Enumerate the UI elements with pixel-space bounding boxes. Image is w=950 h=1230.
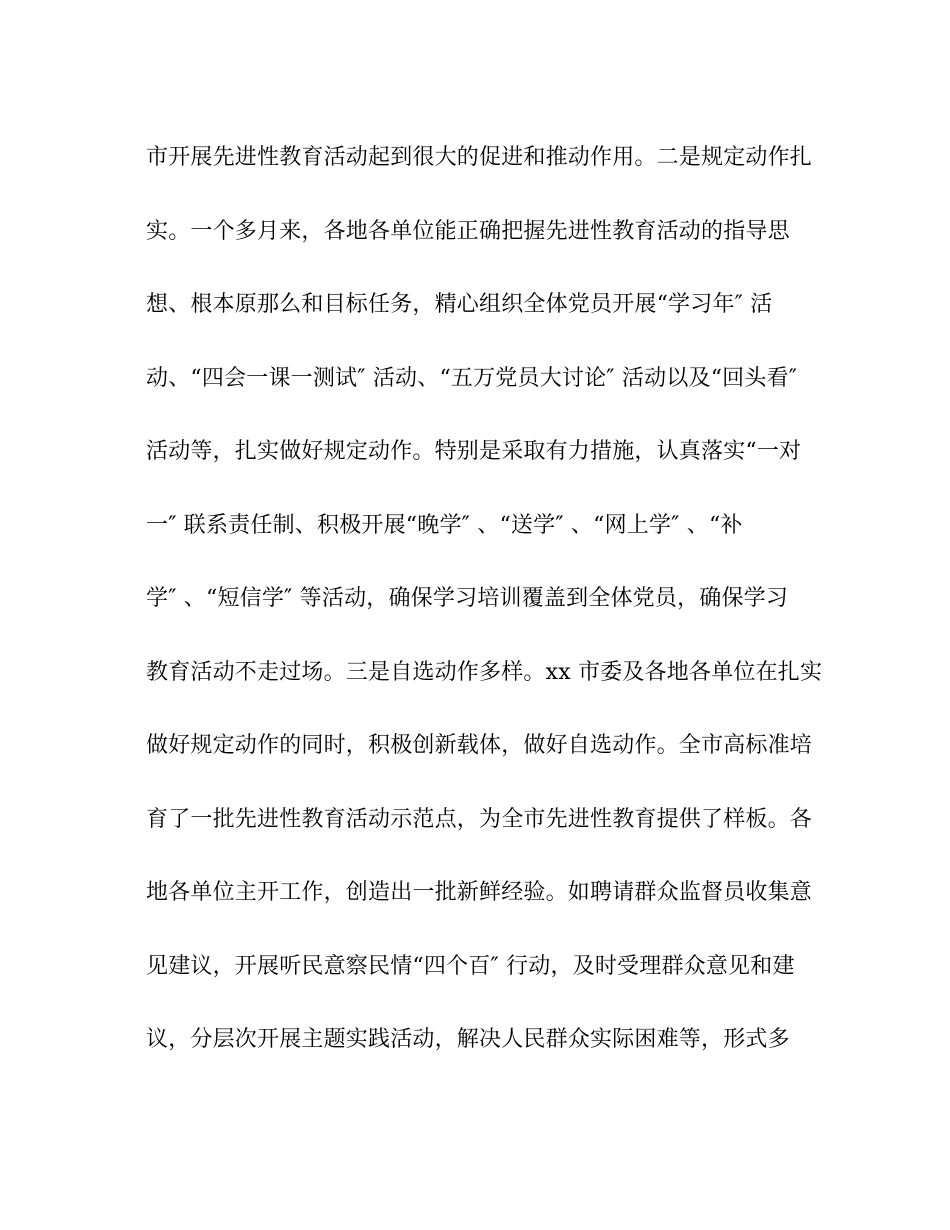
text-line: 见建议，开展听民意察民情“四个百″ 行动，及时受理群众意见和建 xyxy=(146,953,795,979)
text-line: 想、根本原那么和目标任务，精心组织全体党员开展“学习年″ 活 xyxy=(146,292,773,317)
text-line: 议，分层次开展主题实践活动，解决人民群众实际困难等，形式多 xyxy=(146,1027,790,1052)
text-line: 地各单位主开工作，创造出一批新鲜经验。如聘请群众监督员收集意 xyxy=(146,880,813,905)
text-line: 做好规定动作的同时，积极创新载体，做好自选动作。全市高标准培 xyxy=(146,733,813,758)
text-line: 教育活动不走过场。三是自选动作多样。xx 市委及各地各单位在扎实 xyxy=(146,659,823,685)
text-line: 市开展先进性教育活动起到很大的促进和推动作用。二是规定动作扎 xyxy=(146,145,813,170)
text-line: 动、“四会一课一测试″ 活动、“五万党员大讨论″ 活动以及“回头看″ xyxy=(146,365,798,391)
text-line: 活动等，扎实做好规定动作。特别是采取有力措施，认真落实“一对 xyxy=(146,439,802,464)
text-line: 学″ 、“短信学″ 等活动，确保学习培训覆盖到全体党员，确保学习 xyxy=(146,586,789,611)
body-text xyxy=(146,140,823,1096)
text-line: 实。一个多月来，各地各单位能正确把握先进性教育活动的指导思 xyxy=(146,218,790,244)
text-line: 一″ 联系责任制、积极开展“晚学″ 、“送学″ 、“网上学″ 、“补 xyxy=(146,512,743,538)
text-line: 育了一批先进性教育活动示范点，为全市先进性教育提供了样板。各 xyxy=(146,806,813,832)
